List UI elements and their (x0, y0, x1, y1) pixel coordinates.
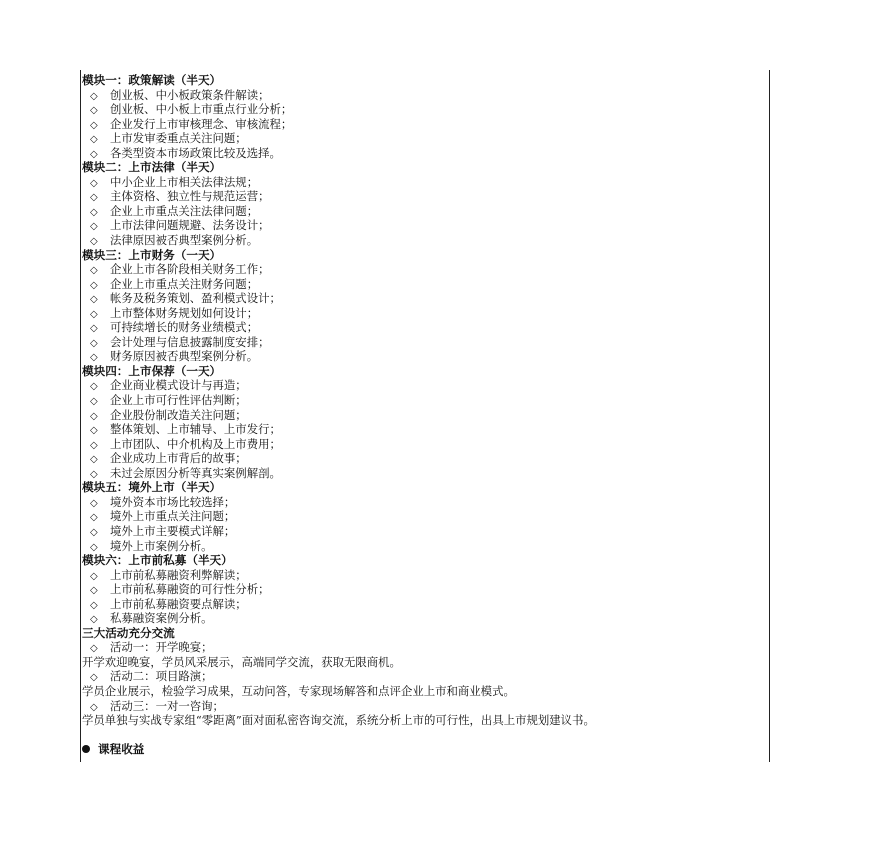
diamond-icon: ◇ (90, 265, 98, 277)
module-item: ◇ 中小企业上市相关法律法规； (82, 175, 762, 190)
diamond-icon: ◇ (90, 701, 98, 713)
diamond-icon: ◇ (90, 541, 98, 553)
module-title: 模块二：上市法律（半天） (82, 160, 222, 175)
module-item: ◇ 企业商业模式设计与再造； (82, 378, 762, 393)
diamond-icon: ◇ (90, 410, 98, 422)
module-item: ◇ 未过会原因分析等真实案例解剖。 (82, 466, 762, 481)
diamond-icon: ◇ (90, 454, 98, 466)
module-title: 模块六：上市前私募（半天） (82, 553, 233, 568)
module-item: ◇ 上市团队、中介机构及上市费用； (82, 437, 762, 452)
module-item: ◇ 境外资本市场比较选择； (82, 495, 762, 510)
module-title: 模块五：境外上市（半天） (82, 480, 222, 495)
module-item: ◇ 境外上市案例分析。 (82, 539, 762, 554)
module-title: 模块三：上市财务（一天） (82, 247, 222, 262)
diamond-icon: ◇ (90, 294, 98, 306)
activity-label: ◇ 活动三：一对一咨询； (82, 699, 762, 714)
diamond-icon: ◇ (90, 497, 98, 509)
module-item: ◇ 境外上市主要模式详解； (82, 524, 762, 539)
diamond-icon: ◇ (90, 585, 98, 597)
module-item: ◇ 创业板、中小板政策条件解读； (82, 88, 762, 103)
module-item: ◇ 上市整体财务规划如何设计； (82, 306, 762, 321)
module-item: ◇ 企业上市重点关注财务问题； (82, 277, 762, 292)
bullet-dot-icon (82, 745, 90, 753)
module-title: 模块四：上市保荐（一天） (82, 363, 222, 378)
diamond-icon: ◇ (90, 643, 98, 655)
diamond-icon: ◇ (90, 119, 98, 131)
course-content (82, 73, 762, 756)
activities-title: 三大活动充分交流 (82, 625, 175, 640)
diamond-icon: ◇ (90, 308, 98, 320)
diamond-icon: ◇ (90, 512, 98, 524)
module-item: ◇ 私募融资案例分析。 (82, 611, 762, 626)
diamond-icon: ◇ (90, 381, 98, 393)
activity-label: ◇ 活动二：项目路演； (82, 669, 762, 684)
diamond-icon: ◇ (90, 468, 98, 480)
activity-description: 学员单独与实战专家组“零距离”面对面私密咨询交流，系统分析上市的可行性，出具上市规划建议书。 (82, 713, 595, 728)
module-item: ◇ 企业股份制改造关注问题； (82, 408, 762, 423)
module-item: ◇ 整体策划、上市辅导、上市发行； (82, 422, 762, 437)
module-item: ◇ 企业上市重点关注法律问题； (82, 204, 762, 219)
diamond-icon: ◇ (90, 206, 98, 218)
module-item: ◇ 主体资格、独立性与规范运营； (82, 189, 762, 204)
activity-description: 开学欢迎晚宴，学员风采展示，高端同学交流，获取无限商机。 (82, 654, 401, 669)
module-item: ◇ 企业发行上市审核理念、审核流程； (82, 117, 762, 132)
module-item: ◇ 企业成功上市背后的故事； (82, 451, 762, 466)
diamond-icon: ◇ (90, 105, 98, 117)
diamond-icon: ◇ (90, 236, 98, 248)
benefits-heading: 课程收益 (82, 742, 762, 757)
diamond-icon: ◇ (90, 614, 98, 626)
module-title: 模块一：政策解读（半天） (82, 73, 222, 87)
module-item: ◇ 各类型资本市场政策比较及选择。 (82, 146, 762, 161)
spacer (82, 728, 762, 742)
module-item: ◇ 会计处理与信息披露制度安排； (82, 335, 762, 350)
diamond-icon: ◇ (90, 526, 98, 538)
diamond-icon: ◇ (90, 396, 98, 408)
module-item: ◇ 上市前私募融资利弊解读； (82, 568, 762, 583)
module-item: ◇ 上市前私募融资的可行性分析； (82, 582, 762, 597)
diamond-icon: ◇ (90, 337, 98, 349)
diamond-icon: ◇ (90, 134, 98, 146)
module-item: ◇ 帐务及税务策划、盈利模式设计； (82, 291, 762, 306)
activity-description: 学员企业展示，检验学习成果，互动问答，专家现场解答和点评企业上市和商业模式。 (82, 683, 515, 698)
module-item: ◇ 可持续增长的财务业绩模式； (82, 320, 762, 335)
module-item: ◇ 企业上市可行性评估判断； (82, 393, 762, 408)
diamond-icon: ◇ (90, 148, 98, 160)
diamond-icon: ◇ (90, 570, 98, 582)
module-item: ◇ 财务原因被否典型案例分析。 (82, 349, 762, 364)
diamond-icon: ◇ (90, 672, 98, 684)
module-item: ◇ 上市法律问题规避、法务设计； (82, 218, 762, 233)
diamond-icon: ◇ (90, 425, 98, 437)
diamond-icon: ◇ (90, 221, 98, 233)
module-item: ◇ 上市前私募融资要点解读； (82, 597, 762, 612)
diamond-icon: ◇ (90, 90, 98, 102)
diamond-icon: ◇ (90, 279, 98, 291)
module-item: ◇ 企业上市各阶段相关财务工作； (82, 262, 762, 277)
diamond-icon: ◇ (90, 352, 98, 364)
module-item: ◇ 创业板、中小板上市重点行业分析； (82, 102, 762, 117)
diamond-icon: ◇ (90, 439, 98, 451)
diamond-icon: ◇ (90, 599, 98, 611)
module-item: ◇ 境外上市重点关注问题； (82, 509, 762, 524)
diamond-icon: ◇ (90, 177, 98, 189)
module-item: ◇ 上市发审委重点关注问题； (82, 131, 762, 146)
activity-label: ◇ 活动一：开学晚宴； (82, 640, 762, 655)
diamond-icon: ◇ (90, 323, 98, 335)
module-item: ◇ 法律原因被否典型案例分析。 (82, 233, 762, 248)
diamond-icon: ◇ (90, 192, 98, 204)
